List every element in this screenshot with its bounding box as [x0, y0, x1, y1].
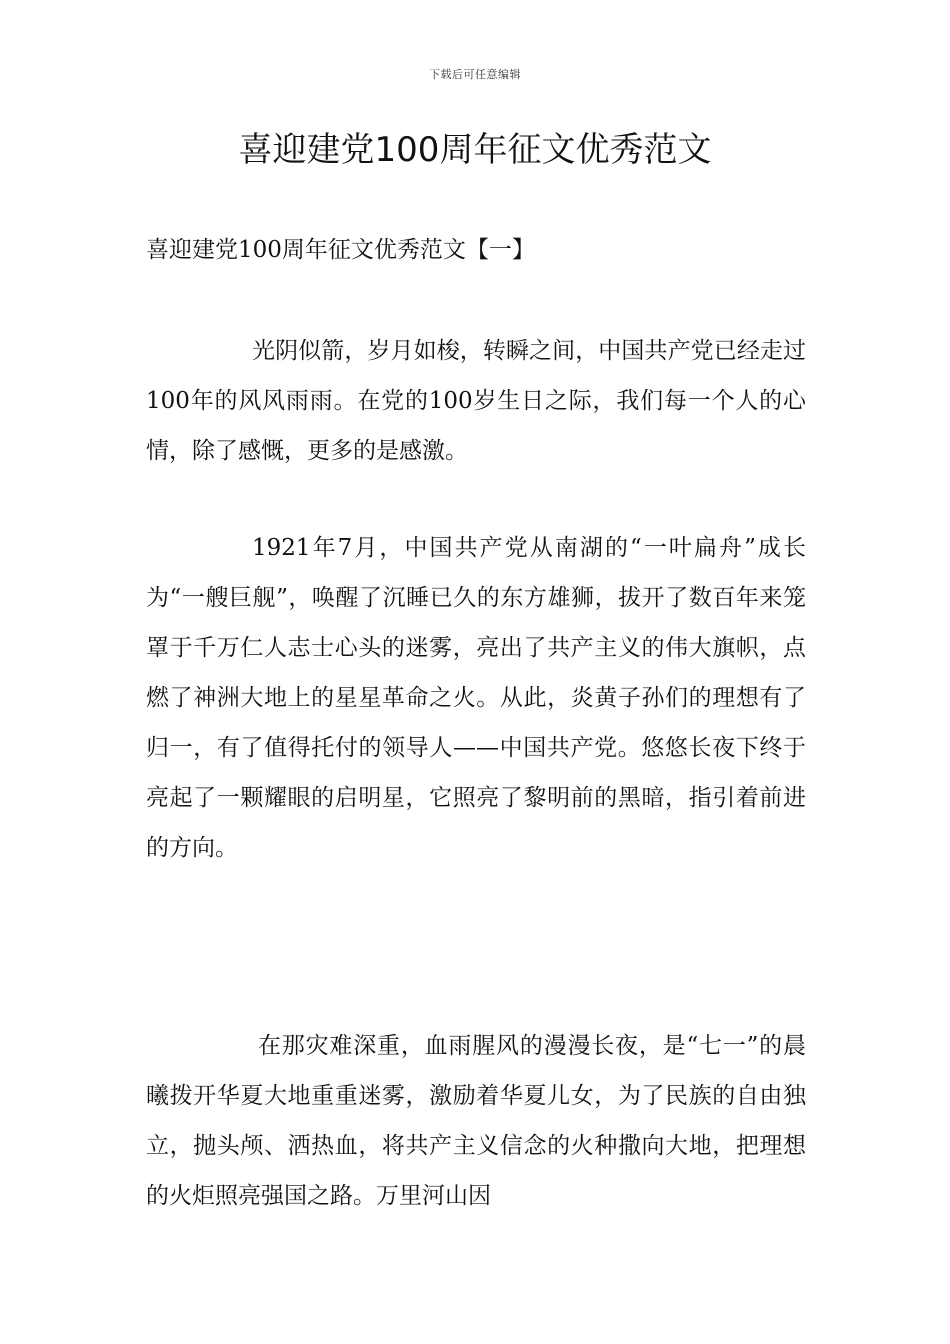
section-heading: 喜迎建党100周年征文优秀范文【一】: [146, 237, 535, 263]
document-title: 喜迎建党100周年征文优秀范文: [238, 130, 712, 170]
paragraph-1: 光阴似箭，岁月如梭，转瞬之间，中国共产党已经走过100年的风风雨雨。在党的100岁生日之际，我们每一个人的心情，除了感慨，更多的是感激。: [146, 338, 806, 464]
paragraph-3: 在那灾难深重，血雨腥风的漫漫长夜，是“七一”的晨曦拨开华夏大地重重迷雾，激励着华夏儿女，为了民族的自由独立，抛头颅、洒热血，将共产主义信念的火种撒向大地，把理想的火炬照亮强国之路。万里河山因: [146, 1033, 806, 1209]
paragraph-2: 1921年7月，中国共产党从南湖的“一叶扁舟”成长为“一艘巨舰”，唤醒了沉睡已久的东方雄狮，拔开了数百年来笼罩于千万仁人志士心头的迷雾，亮出了共产主义的伟大旗帜，点燃了神洲大地上的星星革命之火。从此，炎黄子孙们的理想有了归一，有了值得托付的领导人——中国共产党。悠悠长夜下终于亮起了一颗耀眼的启明星，它照亮了黎明前的黑暗，指引着前进的方向。: [146, 535, 806, 861]
header-note: 下载后可任意编辑: [429, 68, 521, 81]
